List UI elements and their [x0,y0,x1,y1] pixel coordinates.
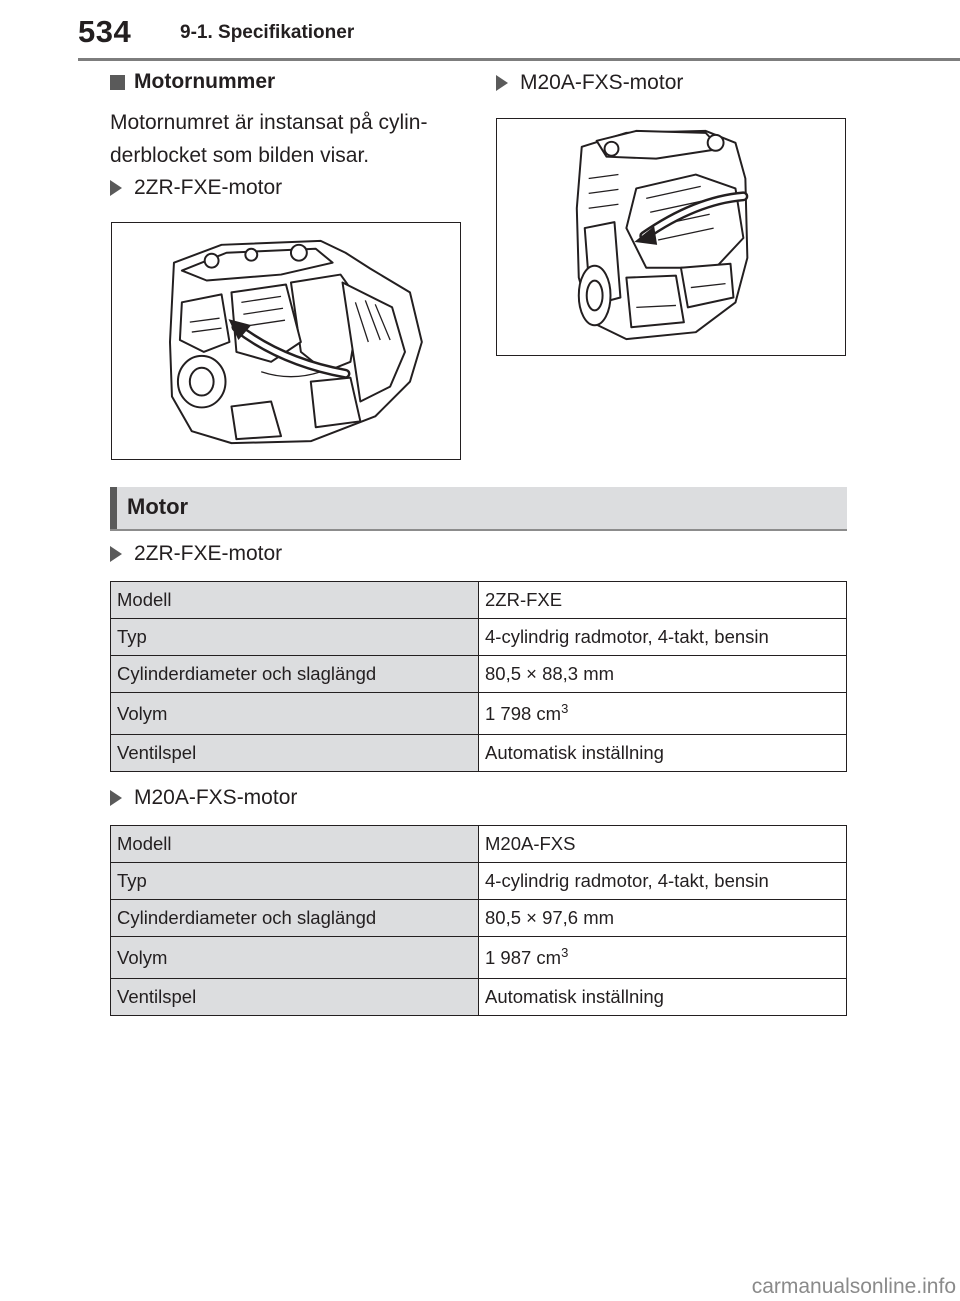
spec-key: Ventilspel [111,979,479,1016]
table-row [111,900,847,937]
motor-section-header [110,487,847,531]
spec-key: Typ [111,619,479,656]
table-row [111,693,847,735]
spec-value: 80,5 × 97,6 mm [479,900,847,937]
table2-label [110,786,297,810]
engine-number-heading [110,70,275,94]
volume-value: 1 987 cm [485,947,562,969]
header-rule [78,58,960,61]
table2-label-text: M20A-FXS-motor [134,786,298,809]
spec-table-m20a-fxs [110,825,847,1016]
fig2-label-text: M20A-FXS-motor [520,71,684,94]
engine-number-heading-text: Motornummer [134,70,276,93]
motor-section-accent [110,487,117,529]
table-row [111,979,847,1016]
engine-drawing-m20a [497,119,845,355]
spec-value: Automatisk inställning [479,735,847,772]
spec-value [479,693,847,735]
spec-value: 80,5 × 88,3 mm [479,656,847,693]
table-row [111,937,847,979]
table-row [111,619,847,656]
spec-key: Volym [111,693,479,735]
table-row [111,863,847,900]
motor-section-title: Motor [127,494,189,519]
section-title: 9-1. Specifikationer [180,22,355,43]
table-row [111,735,847,772]
spec-key: Cylinderdiameter och slaglängd [111,900,479,937]
table1-label [110,542,282,566]
table-row [111,826,847,863]
triangle-bullet-icon [110,180,122,196]
spec-key: Cylinderdiameter och slaglängd [111,656,479,693]
triangle-bullet-icon [110,546,122,562]
square-bullet-icon [110,75,125,90]
spec-key: Modell [111,582,479,619]
volume-value: 1 798 cm [485,703,562,725]
triangle-bullet-icon [496,75,508,91]
engine-illustration-2zr-fxe [111,222,461,460]
engine-drawing-2zr [112,223,460,459]
spec-value: 4-cylindrig radmotor, 4-takt, bensin [479,619,847,656]
page-number: 534 [78,14,132,49]
engine-illustration-m20a-fxs [496,118,846,356]
fig2-label [496,71,683,95]
spec-value [479,937,847,979]
spec-key: Typ [111,863,479,900]
spec-key: Modell [111,826,479,863]
fig1-label-text: 2ZR-FXE-motor [134,176,283,199]
engine-number-description [110,106,460,172]
spec-value: 4-cylindrig radmotor, 4-takt, bensin [479,863,847,900]
table-row [111,656,847,693]
spec-value: M20A-FXS [479,826,847,863]
description-line-1: Motornumret är instansat på cylin- [110,111,428,134]
triangle-bullet-icon [110,790,122,806]
spec-value: 2ZR-FXE [479,582,847,619]
spec-value: Automatisk inställning [479,979,847,1016]
fig1-label [110,176,282,200]
spec-table-2zr-fxe [110,581,847,772]
volume-unit-exponent: 3 [561,945,569,961]
footer-watermark: carmanualsonline.info [751,1275,956,1298]
table-row [111,582,847,619]
description-line-2: derblocket som bilden visar. [110,144,370,167]
spec-key: Ventilspel [111,735,479,772]
volume-unit-exponent: 3 [561,701,569,717]
spec-key: Volym [111,937,479,979]
table1-label-text: 2ZR-FXE-motor [134,542,283,565]
